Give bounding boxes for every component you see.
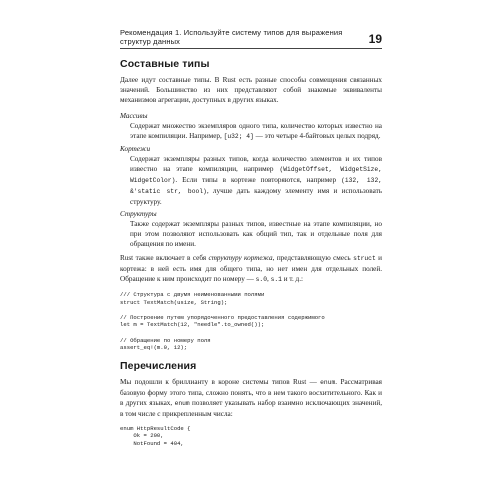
inline-code: s.1	[270, 276, 282, 283]
inline-code: [u32; 4]	[223, 133, 254, 140]
header-rule	[120, 48, 382, 49]
inline-code: (WidgetOffset, WidgetSize, WidgetColor)	[130, 166, 382, 184]
inline-code: enum	[320, 378, 336, 386]
code-block-enum: enum HttpResultCode { Ok = 200, NotFound = 404,	[120, 424, 191, 447]
enums-paragraph: Мы подошли к бриллианту в короне системы типов Rust — enum. Рассматривая базовую форму этого типа, сложно понять, что в нем такого восхитительного. Как и в других языках, enum позволяет указывать набор взаимно исключающих значений, в том числе с прикрепленным числа:	[120, 377, 382, 418]
inline-code: enum	[174, 399, 190, 407]
inline-code: s.0	[255, 276, 267, 283]
arrays-definition: Содержат множество экземпляров одного типа, количество которых известно на этапе компиляции. Например, [u32; 4] — это четыре 4-байтовых целых подряд.	[130, 122, 382, 140]
section-heading-enums: Перечисления	[120, 359, 197, 372]
term-structs: Структуры	[120, 210, 157, 218]
term-arrays: Массивы	[120, 112, 148, 120]
page-number: 19	[368, 32, 382, 46]
intro-paragraph: Далее идут составные типы. В Rust есть разные способы совмещения связанных значений. Большинство из них представляют собой знакомые эквиваленты механизмов агрегации, доступных в других языках.	[120, 76, 382, 104]
section-heading-composite-types: Составные типы	[120, 58, 210, 70]
tuples-definition: Содержат экземпляры разных типов, когда количество элементов и их типов известно на этапе компиляции, например (WidgetOffset, WidgetSize, WidgetColor). Если типы в кортеже повторяются, например (i32, i32, &'static str, bool), лучше дать каждому элементу имя и использовать структуру.	[130, 155, 383, 206]
inline-code: (i32, i32, &'static str, bool)	[130, 177, 383, 195]
inline-code: struct	[353, 255, 376, 262]
running-header	[120, 30, 382, 46]
code-block-tuple-struct: /// Структура с двумя неименованными полями struct TextMatch(usize, String); // Построение путем упорядоченного предоставления содержимого let m = TextMatch(12, "needle".to_owned()); // Обращение по номеру поля assert_eq!(m.0, 12);	[120, 291, 325, 352]
emphasis-term: структуру кортежа	[208, 254, 273, 262]
header-title: Рекомендация 1. Используйте систему типов для выражения структур данных	[120, 28, 343, 46]
page-content	[120, 58, 382, 448]
term-tuples: Кортежи	[120, 145, 151, 153]
tuple-struct-paragraph: Rust также включает в себя структуру кортежа, представляющую смесь struct и кортежа: в ней есть имя для общего типа, но нет имен для отдельных полей. Обращение к ним происходит по номеру — s.0, s.1 и т. д.:	[120, 254, 382, 283]
structs-definition: Также содержат экземпляры разных типов, известные на этапе компиляции, но при этом позволяют использовать как общий тип, так и отдельные поля для обращения по имени.	[130, 220, 382, 248]
